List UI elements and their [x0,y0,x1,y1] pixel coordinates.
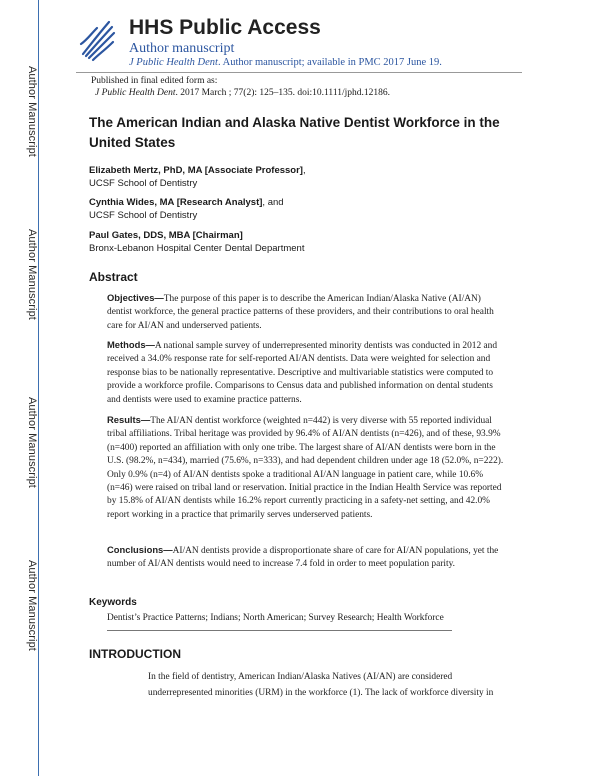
abstract-heading: Abstract [89,270,138,284]
abstract-conclusions: Conclusions—AI/AN dentists provide a disproportionate share of care for AI/AN populations, yet the number of AI/AN dentists would need to increase 7.4 fold in order to meet population parity. [107,544,499,570]
author-affiliation: UCSF School of Dentistry [89,178,198,189]
abstract-results: Results—The AI/AN dentist workforce (weighted n=442) is very diverse with 55 reported individual tribal affiliations. Tribal heritage was provided by 96.4% of AI/AN dentists (n=426), and of these, 93.9% (n=400) reported an affiliation with only one tribe. The largest share of AI/AN dentists were born in the U.S. (98.2%, n=434), married (75.6%, n=333), and had dependent children under age 18 (52.0%, n=222). Only 0.9% (n=4) of AI/AN dentists spoke a traditional AI/AN language in patient care, while 10.6% (n=46) were raised on tribal land or reservation. Initial practice in the Indian Health Service was reported by 15.8% of AI/AN dentists while 16.2% report currently practicing in a safety-net setting, and 42.0% report working in a practice that primarily serves underserved patients. [107,414,504,520]
sidebar-rule [38,0,39,776]
paper-title: The American Indian and Alaska Native Dentist Workforce in the United States [89,115,500,150]
header-subtitle: Author manuscript [129,41,235,56]
author-affiliation: Bronx-Lebanon Hospital Center Dental Department [89,243,305,254]
author-3: Paul Gates, DDS, MBA [Chairman] Bronx-Lebanon Hospital Center Dental Department [89,230,305,254]
published-label: Published in final edited form as: [91,76,218,86]
header-title: HHS Public Access [129,16,321,39]
citation: J Public Health Dent. 2017 March ; 77(2): 125–135. doi:10.1111/jphd.12186. [95,88,390,98]
abstract-objectives: Objectives—The purpose of this paper is to describe the American Indian/Alaska Native (AI/AN) dentist workforce, the general practice patterns of these providers, and their contributions to oral health care for AI/AN and underserved patients. [107,292,494,331]
abstract-methods: Methods—A national sample survey of underrepresented minority dentists was conducted in 2012 and received a 34.0% response rate for self-reported AI/AN dentists. Data were weighted for selection and response bias to be nationally representative. Descriptive and multivariable statistics were computed to provide a workforce profile. Comparisons to Census data and published information on dental students and dentists were used to examine practice patterns. [107,339,498,405]
author-2: Cynthia Wides, MA [Research Analyst], and UCSF School of Dentistry [89,197,284,221]
introduction-text: In the field of dentistry, American Indian/Alaska Natives (AI/AN) are considered underrepresented minorities (URM) in the workforce (1). The lack of workforce diversity in [148,672,494,698]
keywords-divider [107,630,452,631]
hhs-eagle-logo-icon [77,14,117,64]
header-availability: J Public Health Dent. Author manuscript; available in PMC 2017 June 19. [129,57,442,68]
author-1: Elizabeth Mertz, PhD, MA [Associate Professor], UCSF School of Dentistry [89,165,306,189]
author-affiliation: UCSF School of Dentistry [89,210,198,221]
header-divider [76,72,522,73]
keywords-heading: Keywords [89,597,137,608]
introduction-heading: INTRODUCTION [89,647,181,661]
keywords-list: Dentist’s Practice Patterns; Indians; North American; Survey Research; Health Workforce [107,613,444,623]
